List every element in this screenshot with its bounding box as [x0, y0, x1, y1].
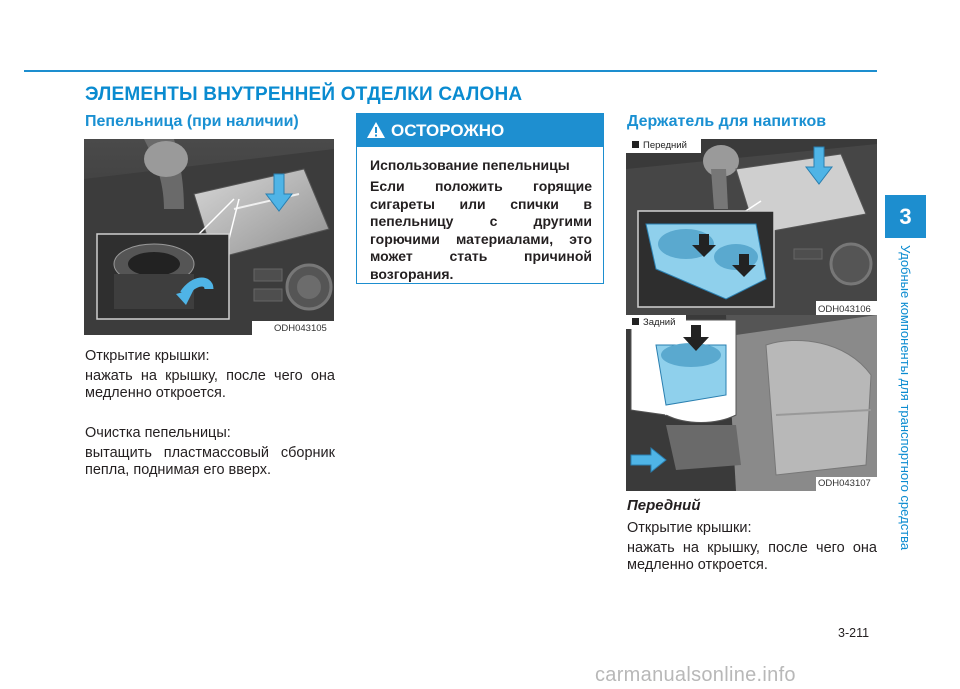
cupholder-open-label: Открытие крышки: [627, 520, 752, 536]
ashtray-clean-label: Очистка пепельницы: [85, 425, 231, 441]
chapter-tab[interactable]: 3 [885, 195, 926, 238]
ashtray-image-code: ODH043105 [274, 323, 327, 334]
warning-title: ОСТОРОЖНО [391, 121, 505, 140]
chapter-side-title-wrap [893, 245, 917, 565]
warning-box [356, 113, 604, 284]
front-tag-label: Передний [643, 140, 687, 151]
rear-cupholder-photo [626, 315, 877, 491]
rear-image-code: ODH043107 [818, 478, 871, 489]
warning-header [357, 114, 603, 147]
warning-subtitle: Использование пепельницы [370, 157, 570, 173]
chapter-side-title: Удобные компоненты для транспортного средства [898, 245, 913, 551]
square-bullet-icon [632, 141, 639, 148]
rear-tag-label: Задний [643, 317, 676, 328]
top-rule [24, 70, 877, 72]
ashtray-open-text: нажать на крышку, после чего она медленно откроется. [85, 368, 335, 401]
front-cupholder-photo [626, 139, 877, 315]
front-tag [632, 140, 687, 151]
page-number: 3-211 [838, 626, 870, 640]
cupholder-open-text: нажать на крышку, после чего она медленно откроется. [627, 540, 877, 573]
section-title: ЭЛЕМЕНТЫ ВНУТРЕННЕЙ ОТДЕЛКИ САЛОНА [85, 84, 523, 105]
ashtray-open-label: Открытие крышки: [85, 348, 210, 364]
ashtray-photo [84, 139, 334, 335]
watermark: carmanualsonline.info [595, 664, 796, 686]
warning-triangle-icon [366, 121, 386, 139]
front-image-code: ODH043106 [818, 304, 871, 315]
ashtray-heading: Пепельница (при наличии) [85, 113, 299, 130]
warning-body: Если положить горящие сигареты или спички в пепельницу с другими горючими материалами, это может стать причиной возгорания. [370, 178, 592, 282]
cupholder-heading: Держатель для напитков [627, 113, 827, 130]
front-subheading: Передний [627, 497, 701, 514]
square-bullet-icon [632, 318, 639, 325]
ashtray-clean-text: вытащить пластмассовый сборник пепла, поднимая его вверх. [85, 445, 335, 478]
rear-tag [632, 317, 675, 328]
